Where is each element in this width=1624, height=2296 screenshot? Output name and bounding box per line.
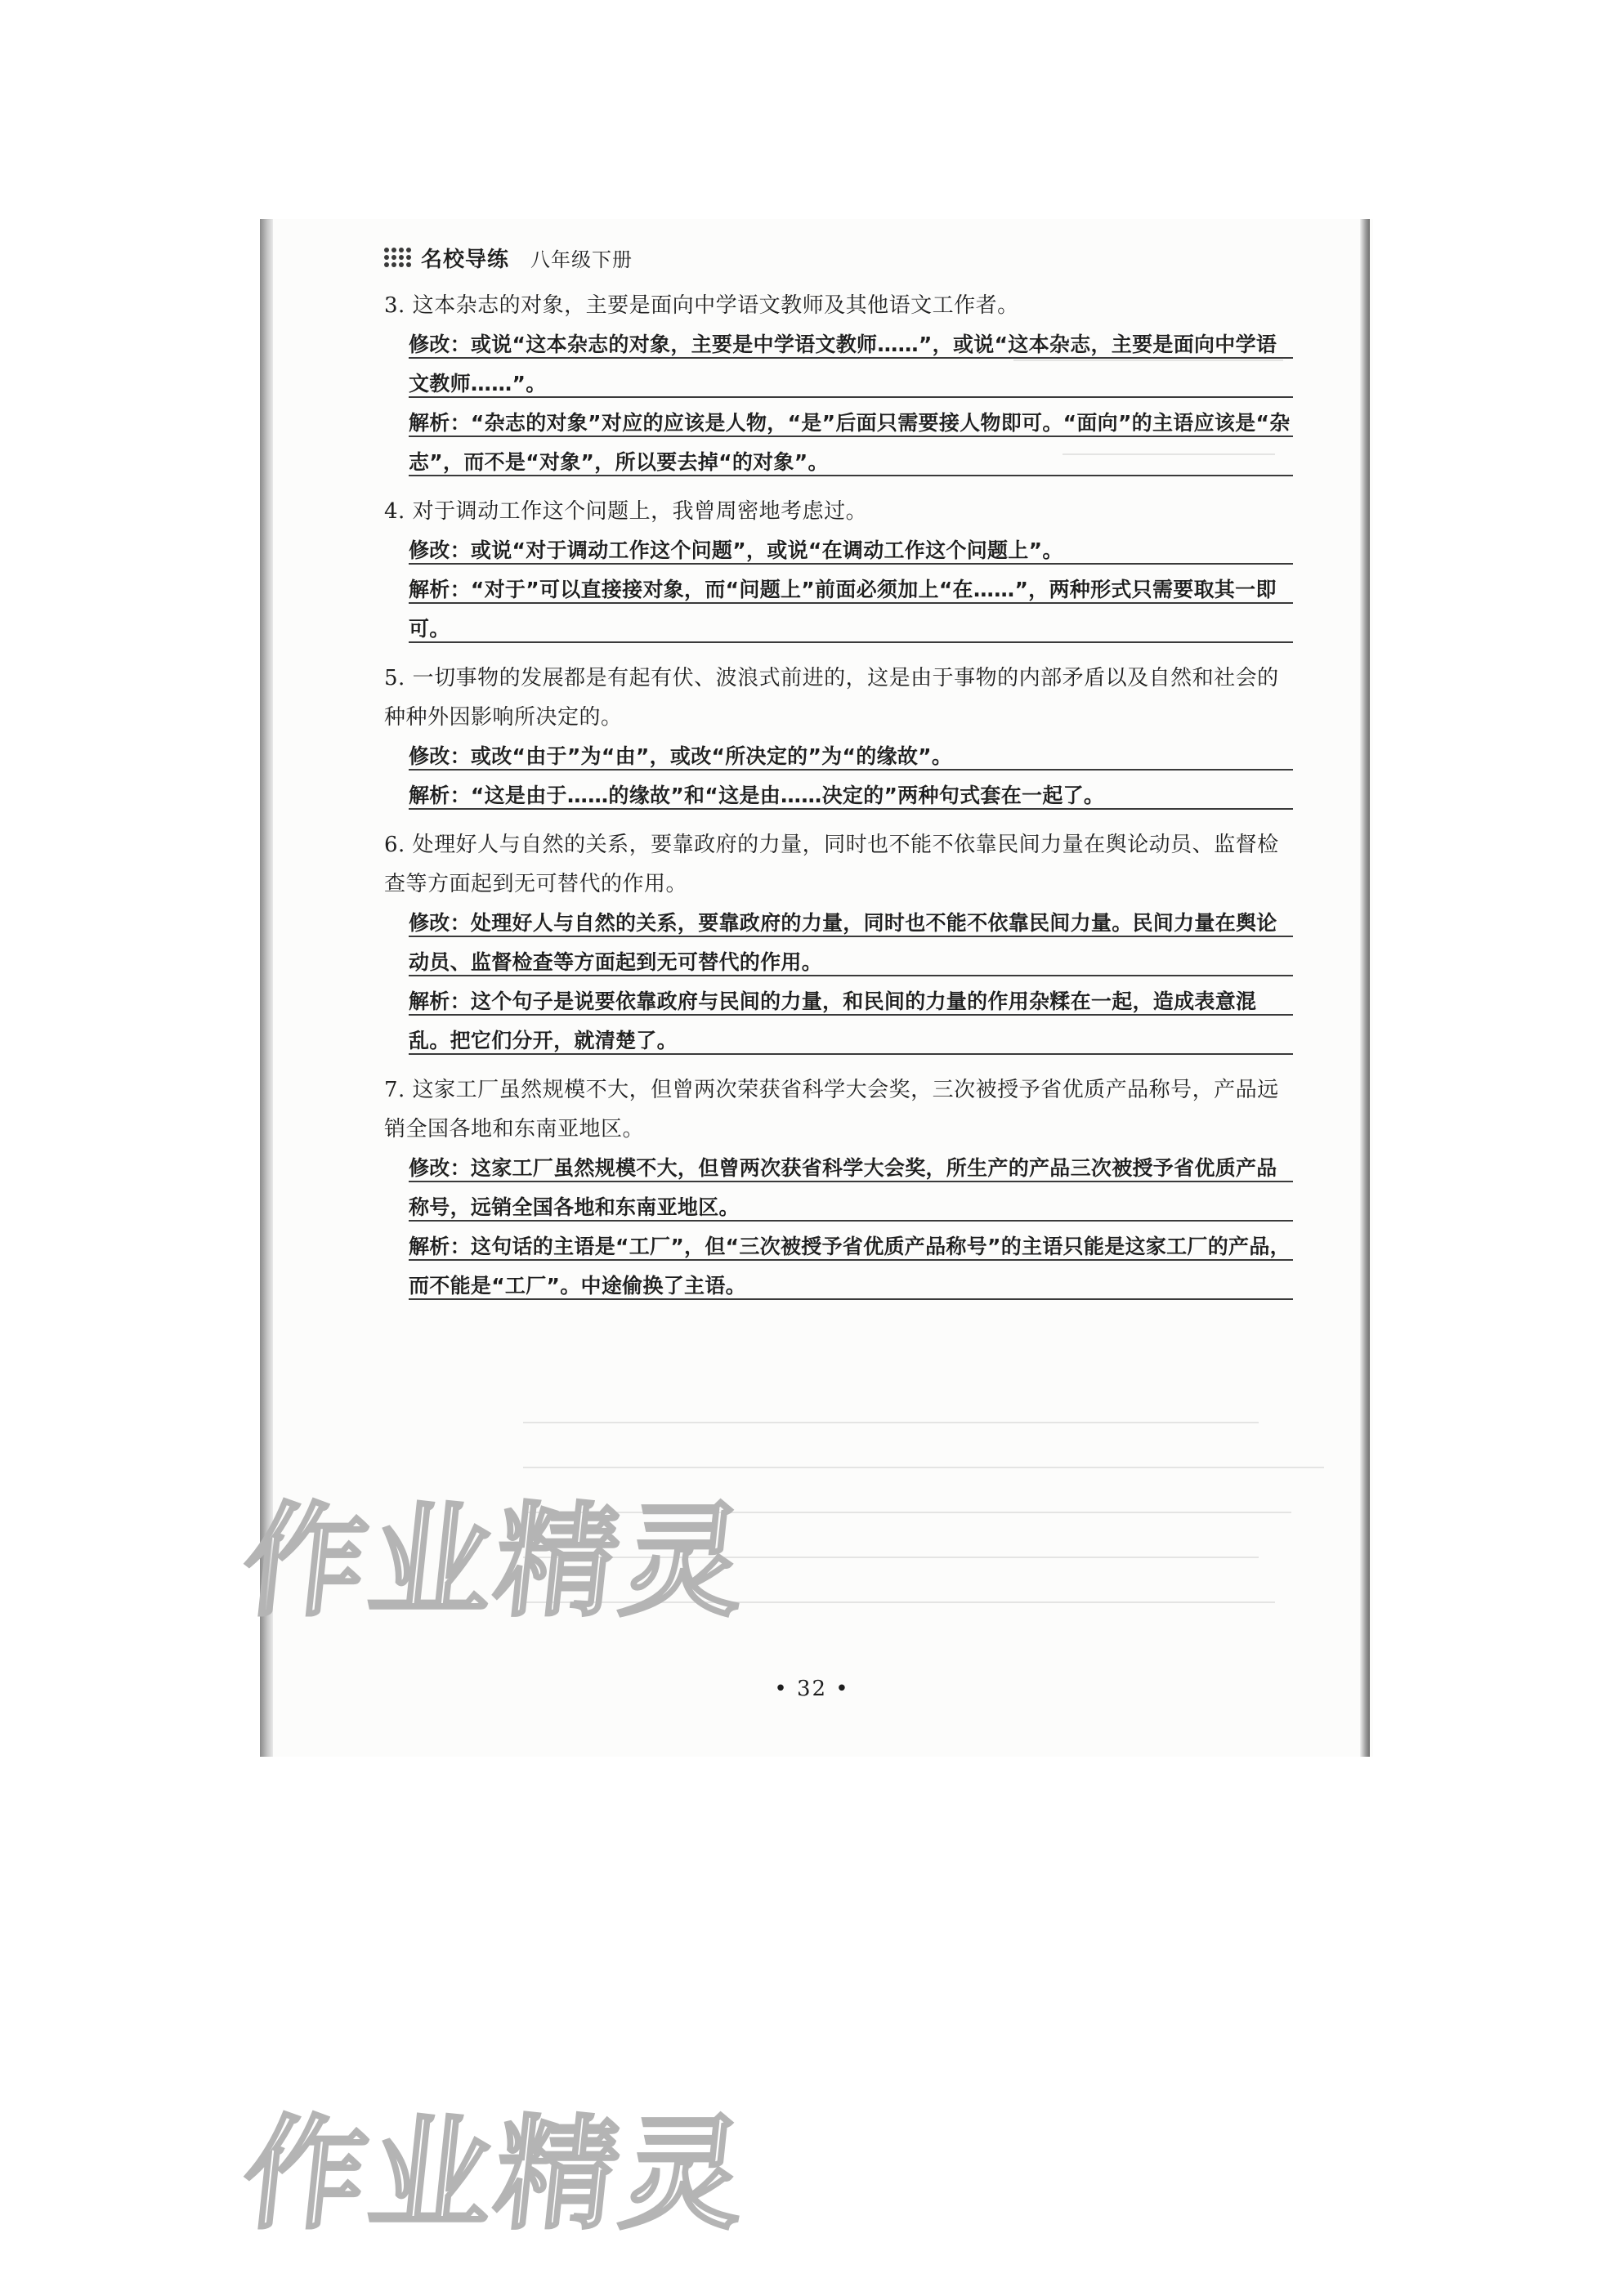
revision-text: 修改：或说“对于调动工作这个问题”，或说“在调动工作这个问题上”。 [409,531,1293,570]
question-text: 6. 处理好人与自然的关系，要靠政府的力量，同时也不能不依靠民间力量在舆论动员、监督检查等方面起到无可替代的作用。 [384,833,1279,896]
revision-text: 修改：这家工厂虽然规模不大，但曾两次获省科学大会奖，所生产的产品三次被授予省优质产品称号，远销全国各地和东南亚地区。 [409,1149,1293,1227]
brand-title: 名校导练 [421,247,510,272]
brand-dots-icon [384,248,411,267]
question-text: 5. 一切事物的发展都是有起有伏、波浪式前进的，这是由于事物的内部矛盾以及自然和社会的种种外因影响所决定的。 [384,666,1279,730]
question-text: 7. 这家工厂虽然规模不大，但曾两次荣获省科学大会奖，三次被授予省优质产品称号，产品远销全国各地和东南亚地区。 [384,1078,1279,1141]
watermark-logo: 作业精灵 [236,1491,755,1633]
scan-right-edge [1360,219,1370,1757]
revision-text: 修改：处理好人与自然的关系，要靠政府的力量，同时也不能不依靠民间力量。民间力量在舆论动员、监督检查等方面起到无可替代的作用。 [409,904,1293,982]
analysis-text: 解析：这句话的主语是“工厂”，但“三次被授予省优质产品称号”的主语只能是这家工厂的产品，而不能是“工厂”。中途偷换了主语。 [409,1227,1293,1306]
question-item [384,492,1293,649]
question-text: 3. 这本杂志的对象，主要是面向中学语文教师及其他语文工作者。 [384,293,1019,318]
analysis-text: 解析：“杂志的对象”对应的应该是人物，“是”后面只需要接人物即可。“面向”的主语应该是“杂志”，而不是“对象”，所以要去掉“的对象”。 [409,404,1293,482]
grade-label: 八年级下册 [530,248,633,271]
question-item [384,825,1293,1061]
question-item [384,659,1293,815]
bleed-through-line [523,1422,1259,1423]
analysis-text: 解析：“这是由于……的缘故”和“这是由……决定的”两种句式套在一起了。 [409,776,1293,815]
revision-text: 修改：或改“由于”为“由”，或改“所决定的”为“的缘故”。 [409,737,1293,776]
analysis-text: 解析：这个句子是说要依靠政府与民间的力量，和民间的力量的作用杂糅在一起，造成表意混乱。把它们分开，就清楚了。 [409,982,1293,1061]
question-item [384,286,1293,482]
watermark-logo: 作业精灵 [236,2104,755,2246]
question-item [384,1070,1293,1306]
answer-content [384,286,1293,1316]
revision-text: 修改：或说“这本杂志的对象，主要是中学语文教师……”，或说“这本杂志，主要是面向中学语文教师……”。 [409,325,1293,404]
analysis-text: 解析：“对于”可以直接接对象，而“问题上”前面必须加上“在……”，两种形式只需要取其一即可。 [409,570,1293,649]
page-header [384,241,633,274]
page-number: • 32 • [774,1677,850,1701]
question-text: 4. 对于调动工作这个问题上，我曾周密地考虑过。 [384,499,868,524]
